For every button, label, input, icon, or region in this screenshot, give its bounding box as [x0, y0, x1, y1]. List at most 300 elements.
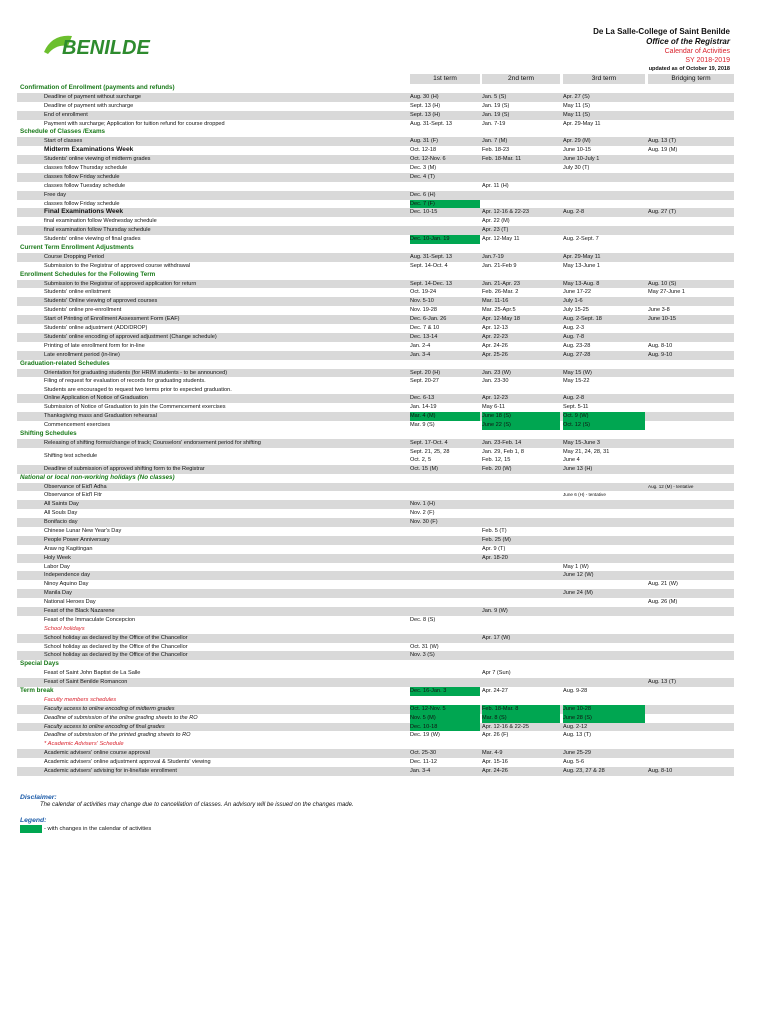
cell-2nd-term: Mar. 8 (S) [482, 714, 560, 723]
cell-1st-term: Oct. 31 (W) [410, 643, 439, 650]
cell-2nd-term: Apr. 12-13 [482, 325, 508, 332]
row-label: Deadline of submission of the online grading sheets to the RO [44, 714, 198, 721]
row-label: Late enrollment period (in-line) [44, 351, 120, 358]
calendar-row [17, 93, 734, 102]
cell-3rd-term: Aug. 5-6 [563, 759, 585, 766]
row-label: Faculty members schedules [44, 696, 117, 703]
cell-3rd-term: May 11 (S) [563, 111, 590, 118]
calendar-row [17, 696, 734, 705]
row-label: Submission of Notice of Graduation to join the Commencement exercises [44, 404, 226, 411]
calendar-row [17, 483, 734, 492]
calendar-row [17, 607, 734, 616]
cell-3rd-term: Apr. 27 (S) [563, 93, 590, 100]
cell-2nd-term: Apr. 11 (H) [482, 182, 509, 189]
cell-2nd-term: Mar. 11-16 [482, 298, 509, 305]
calendar-row [17, 102, 734, 111]
row-label: Releasing of shifting forms/change of track; Counselors' endorsement period for shifting [44, 439, 261, 446]
cell-2nd-term: Feb. 5 (T) [482, 527, 507, 534]
cell-2nd-term: Apr. 12-May 11 [482, 236, 520, 243]
calendar-row [17, 421, 734, 430]
cell-1st-term-line2: Oct. 2, 5 [410, 457, 432, 464]
calendar-row [17, 235, 734, 244]
row-label: Submission to the Registrar of approved course withdrawal [44, 262, 191, 269]
row-label: Midterm Examinations Week [44, 146, 134, 154]
cell-3rd-term: Oct. 12 (S) [563, 421, 645, 430]
cell-1st-term: Dec. 16-Jan. 3 [410, 687, 480, 696]
row-label: Feast of the Black Nazarene [44, 607, 115, 614]
cell-3rd-term: Aug. 2-8 [563, 395, 585, 402]
calendar-row [17, 625, 734, 634]
cell-2nd-term: Feb. 25 (M) [482, 536, 511, 543]
row-label: Labor Day [44, 563, 70, 570]
cell-2nd-term: Feb. 18-Mar. 11 [482, 156, 522, 163]
cell-2nd-term: Feb. 26-Mar. 2 [482, 289, 519, 296]
cell-3rd-term: May 13-June 1 [563, 262, 601, 269]
cell-2nd-term: Jan. 9 (W) [482, 607, 508, 614]
cell-2nd-term: Jan. 7-19 [482, 120, 506, 127]
document-footer [20, 794, 720, 834]
cell-2nd-term: Apr. 23 (T) [482, 227, 509, 234]
cell-2nd-term: Apr. 12-May 18 [482, 316, 520, 323]
cell-3rd-term: May 15 (W) [563, 369, 592, 376]
calendar-row [17, 439, 734, 448]
cell-1st-term: Nov. 5-10 [410, 298, 434, 305]
cell-2nd-term-line2: Feb. 12, 15 [482, 457, 511, 464]
row-label: Feast of the Immaculate Concepcion [44, 616, 136, 623]
section-row [17, 128, 734, 137]
cell-1st-term: Jan. 2-4 [410, 342, 431, 349]
calendar-row [17, 705, 734, 714]
cell-3rd-term: June 10-15 [563, 147, 591, 154]
row-label: Shifting test schedule [44, 452, 98, 459]
row-label: School holiday as declared by the Office of the Chancellor [44, 643, 188, 650]
row-label: National Heroes Day [44, 599, 96, 606]
calendar-row [17, 403, 734, 412]
calendar-row [17, 448, 734, 465]
row-label: classes follow Tuesday schedule [44, 182, 126, 189]
update-date: updated as of October 19, 2018 [648, 66, 730, 72]
cell-1st-term: Oct. 12-18 [410, 147, 437, 154]
cell-1st-term: Nov. 3 (S) [410, 652, 435, 659]
row-label: National or local non-working holidays (No classes) [20, 473, 175, 481]
calendar-row [17, 280, 734, 289]
document-title: Calendar of Activities [664, 48, 730, 55]
cell-2nd-term: May 6-11 [482, 404, 505, 411]
cell-1st-term: Dec. 11-12 [410, 759, 437, 766]
calendar-row [17, 155, 734, 164]
cell-1st-term: Sept. 20 (H) [410, 369, 441, 376]
cell-2nd-term: Apr. 24-27 [482, 688, 508, 694]
cell-2nd-term: Jan. 19 (S) [482, 102, 510, 109]
cell-3rd-term: Aug. 13 (T) [563, 732, 591, 739]
row-label: classes follow Thursday schedule [44, 165, 128, 172]
cell-2nd-term: Mar. 4-9 [482, 750, 503, 757]
row-label: Orientation for graduating students (for HRIM students - to be announced) [44, 369, 228, 376]
cell-2nd-term: June 22 (S) [482, 421, 560, 430]
row-label: Feast of Saint Benilde Romancon [44, 679, 128, 686]
section-row [17, 244, 734, 253]
row-label: Bonifacio day [44, 519, 78, 526]
cell-2nd-term: Jan.7-19 [482, 253, 504, 260]
calendar-row [17, 465, 734, 474]
row-label: Students' online viewing of final grades [44, 236, 141, 243]
cell-3rd-term: June 12 (W) [563, 572, 594, 579]
row-label: End of enrollment [44, 111, 88, 118]
row-label: Current Term Enrollment Adjustments [20, 244, 134, 252]
cell-bridging-term: June 3-8 [648, 307, 670, 314]
calendar-row [17, 324, 734, 333]
cell-1st-term: Dec. 4 (T) [410, 173, 435, 180]
cell-3rd-term: July 15-25 [563, 307, 589, 314]
row-label: Holy Week [44, 554, 71, 561]
row-label: Enrollment Schedules for the Following Term [20, 270, 156, 278]
cell-3rd-term: Aug. 9-28 [563, 688, 588, 694]
section-row [17, 660, 734, 669]
cell-3rd-term: Oct. 9 (W) [563, 412, 645, 421]
cell-1st-term: Nov. 19-28 [410, 307, 437, 314]
row-label: Students' online adjustment (ADD/DROP) [44, 325, 148, 332]
office-name: Office of the Registrar [646, 37, 730, 46]
row-label: Manila Day [44, 590, 72, 597]
cell-bridging-term: Aug. 8-10 [648, 342, 673, 349]
cell-1st-term: Dec. 6-13 [410, 395, 435, 402]
col-3rd-term: 3rd term [563, 74, 645, 84]
section-row [17, 474, 734, 483]
cell-3rd-term: May 15-22 [563, 378, 590, 385]
cell-3rd-term: June 17-22 [563, 289, 591, 296]
row-label-line2: Students are encouraged to request two terms prior to expected graduation. [44, 386, 232, 393]
cell-2nd-term: Apr. 22-23 [482, 333, 508, 340]
cell-3rd-term: June 6 (H) - tentative [563, 492, 606, 498]
calendar-row [17, 563, 734, 572]
cell-3rd-term: June 25-29 [563, 750, 591, 757]
section-row [17, 430, 734, 439]
calendar-row [17, 749, 734, 758]
calendar-row [17, 253, 734, 262]
cell-1st-term: Nov. 5 (M) [410, 714, 480, 723]
calendar-row [17, 616, 734, 625]
cell-3rd-term: Sept. 5-11 [563, 404, 589, 411]
calendar-row [17, 509, 734, 518]
cell-3rd-term: July 30 (T) [563, 165, 590, 172]
calendar-row [17, 377, 734, 394]
calendar-row [17, 137, 734, 146]
col-2nd-term: 2nd term [482, 74, 560, 84]
row-label: classes follow Friday schedule [44, 200, 120, 207]
cell-3rd-term: Aug. 2-Sept. 7 [563, 236, 599, 243]
calendar-row [17, 262, 734, 271]
calendar-row [17, 643, 734, 652]
row-label: * Academic Advisers' Schedule [44, 741, 124, 748]
row-label: Commencement exercises [44, 422, 111, 429]
calendar-row [17, 315, 734, 324]
document-header [0, 0, 768, 72]
calendar-row [17, 182, 734, 191]
cell-1st-term: Nov. 1 (H) [410, 501, 436, 508]
cell-3rd-term: July 1-6 [563, 298, 583, 305]
cell-2nd-term: Feb. 18-23 [482, 147, 510, 154]
cell-1st-term: Sept. 20-27 [410, 378, 439, 385]
calendar-row [17, 518, 734, 527]
calendar-row [17, 678, 734, 687]
row-label: Students' online pre-enrollment [44, 307, 122, 314]
row-label: All Souls Day [44, 510, 78, 517]
calendar-row [17, 571, 734, 580]
cell-2nd-term: Feb. 18-Mar. 8 [482, 705, 560, 714]
calendar-row [17, 217, 734, 226]
cell-2nd-term: Apr. 12-16 & 22-25 [482, 723, 529, 730]
cell-2nd-term: Jan. 19 (S) [482, 111, 510, 118]
row-label: Special Days [20, 660, 59, 668]
calendar-row [17, 634, 734, 643]
cell-bridging-term: Aug. 9-10 [648, 351, 673, 358]
row-label: Deadline of submission of the printed grading sheets to RO [44, 732, 191, 739]
cell-3rd-term-line2: June 4 [563, 457, 580, 464]
cell-1st-term: Oct. 12-Nov. 6 [410, 156, 446, 163]
cell-bridging-term [648, 448, 734, 457]
cell-3rd-term: Apr. 29-May 11 [563, 253, 601, 260]
cell-1st-term: Dec. 3 (M) [410, 165, 437, 172]
section-row [17, 360, 734, 369]
cell-1st-term: Aug. 31-Sept. 13 [410, 120, 452, 127]
col-bridging-term: Bridging term [648, 74, 734, 84]
cell-2nd-term: Apr 7 (Sun) [482, 670, 511, 677]
calendar-row [17, 226, 734, 235]
calendar-row [17, 651, 734, 660]
cell-1st-term: Sept. 13 (H) [410, 111, 441, 118]
logo-text: BENILDE [62, 37, 150, 59]
row-label: All Saints Day [44, 501, 79, 508]
cell-3rd-term: Aug. 27-28 [563, 351, 591, 358]
cell-3rd-term: June 10-July 1 [563, 156, 600, 163]
row-label: Term break [20, 687, 54, 694]
cell-bridging-term: Aug. 13 (T) [648, 138, 676, 145]
row-label: Independence day [44, 572, 91, 579]
calendar-row [17, 342, 734, 351]
cell-2nd-term: Jan. 23-Feb. 14 [482, 439, 522, 446]
calendar-row [17, 589, 734, 598]
calendar-row [17, 527, 734, 536]
cell-2nd-term: Jan. 21-Apr. 23 [482, 280, 520, 287]
cell-3rd-term: Apr. 29-May 11 [563, 120, 601, 127]
row-label: Observance of Eid'l Adha [44, 483, 107, 490]
row-label: final examination follow Wednesday schedule [44, 218, 157, 225]
cell-2nd-term: Mar. 25-Apr.5 [482, 307, 516, 314]
cell-1st-term: Jan. 14-19 [410, 404, 437, 411]
row-label: School holiday as declared by the Office of the Chancellor [44, 652, 188, 659]
calendar-row [17, 767, 734, 776]
calendar-row [17, 288, 734, 297]
legend-swatch [20, 825, 42, 833]
calendar-row [17, 111, 734, 120]
cell-bridging-term: Aug. 13 (T) [648, 679, 676, 686]
cell-2nd-term: Apr. 24-26 [482, 342, 508, 349]
cell-2nd-term: Apr. 12-23 [482, 395, 508, 402]
calendar-table [17, 74, 734, 776]
disclaimer-text: The calendar of activities may change due to cancellation of classes. An advisory will be issued on the changes made. [40, 802, 354, 808]
column-header-row [17, 74, 734, 84]
row-label: Academic advisers' online adjustment approval & Students' viewing [44, 759, 211, 766]
cell-2nd-term: June 18 (S) [482, 412, 560, 421]
cell-1st-term: Dec. 7 & 10 [410, 325, 440, 332]
calendar-row [17, 369, 734, 378]
row-label: Observance of Eid'l Fitr [44, 492, 102, 499]
cell-2nd-term: Apr. 12-16 & 22-23 [482, 209, 529, 216]
calendar-row [17, 306, 734, 315]
calendar-row [17, 554, 734, 563]
cell-3rd-term: Aug. 2-3 [563, 325, 585, 332]
row-label: Students' online encoding of approved adjustment (Change schedule) [44, 333, 217, 340]
row-label: Course Dropping Period [44, 253, 105, 260]
row-label: Payment with surcharge; Application for tuition refund for course dropped [44, 120, 225, 127]
row-label: Students' Online viewing of approved courses [44, 298, 158, 305]
cell-1st-term: Dec. 10-Jan. 19 [410, 235, 480, 244]
row-label: Confirmation of Enrollment (payments and refunds) [20, 84, 175, 91]
calendar-row [17, 120, 734, 129]
calendar-row [17, 173, 734, 182]
calendar-row [17, 669, 734, 678]
cell-1st-term: Aug. 31-Sept. 13 [410, 253, 452, 260]
calendar-row [17, 731, 734, 740]
row-label: classes follow Friday schedule [44, 173, 120, 180]
row-label: School holiday as declared by the Office of the Chancellor [44, 634, 188, 641]
registrar-header [593, 27, 730, 74]
cell-1st-term: Sept. 13 (H) [410, 102, 441, 109]
cell-bridging-term: Aug. 27 (T) [648, 209, 676, 216]
cell-1st-term: Nov. 30 (F) [410, 519, 438, 526]
row-label: final examination follow Thursday schedule [44, 227, 151, 234]
row-label: Free day [44, 191, 67, 198]
cell-1st-term: Oct. 25-30 [410, 750, 437, 757]
col-1st-term: 1st term [410, 74, 480, 84]
cell-bridging-term [648, 377, 734, 386]
cell-1st-term: Oct. 15 (M) [410, 465, 438, 472]
cell-bridging-term: Aug. 12 (M) - tentative [648, 483, 694, 489]
cell-2nd-term: Apr. 18-20 [482, 554, 508, 561]
benilde-logo [42, 30, 160, 60]
cell-3rd-term: May 21, 24, 28, 31 [563, 448, 610, 455]
cell-1st-term: Mar. 9 (S) [410, 422, 435, 429]
cell-1st-term: Sept. 17-Oct. 4 [410, 439, 448, 446]
calendar-row [17, 580, 734, 589]
cell-1st-term: Dec. 7 (F) [410, 200, 480, 209]
cell-bridging-term: May 27-June 1 [648, 289, 686, 296]
section-row [17, 84, 734, 93]
cell-1st-term: Jan. 3-4 [410, 768, 431, 775]
calendar-row [17, 714, 734, 723]
cell-3rd-term: Apr. 29 (M) [563, 138, 591, 145]
row-label: Printing of late enrollment form for in-line [44, 342, 145, 349]
cell-1st-term: Nov. 2 (F) [410, 510, 435, 517]
row-label: Chinese Lunar New Year's Day [44, 527, 122, 534]
row-label: Submission to the Registrar of approved application for return [44, 280, 197, 287]
row-label: Faculty access to online encoding of midterm grades [44, 705, 175, 712]
row-label: Start of classes [44, 138, 83, 145]
cell-bridging-term: June 10-15 [648, 316, 676, 323]
cell-bridging-term: Aug. 19 (M) [648, 147, 678, 154]
calendar-row [17, 545, 734, 554]
row-label: Academic advisers' online course approval [44, 750, 150, 757]
cell-1st-term: Dec. 8 (S) [410, 616, 436, 623]
section-row [17, 271, 734, 280]
cell-bridging-term: Aug. 8-10 [648, 768, 673, 775]
cell-1st-term: Dec. 6 (H) [410, 191, 436, 198]
row-label: People Power Anniversary [44, 536, 110, 543]
row-label: Araw ng Kagitingan [44, 545, 93, 552]
cell-3rd-term: Aug. 2-8 [563, 209, 585, 216]
cell-bridging-term: Aug. 26 (M) [648, 599, 678, 606]
cell-3rd-term: June 13 (H) [563, 465, 593, 472]
calendar-row [17, 536, 734, 545]
cell-1st-term: Dec. 6-Jan. 26 [410, 316, 447, 323]
calendar-row [17, 412, 734, 421]
cell-2nd-term: Jan. 7 (M) [482, 138, 508, 145]
cell-2nd-term: Jan. 5 (S) [482, 93, 507, 100]
cell-1st-term: Dec. 10-18 [410, 723, 480, 732]
cell-1st-term: Sept. 21, 25, 28 [410, 448, 450, 455]
calendar-row [17, 200, 734, 209]
calendar-row [17, 191, 734, 200]
cell-3rd-term: Aug. 23-28 [563, 342, 591, 349]
cell-1st-term: Aug. 31 (F) [410, 138, 438, 145]
calendar-row [17, 333, 734, 342]
cell-2nd-term: Jan. 21-Feb 9 [482, 262, 517, 269]
cell-1st-term: Dec. 10-15 [410, 209, 438, 216]
calendar-row [17, 758, 734, 767]
cell-1st-term: Mar. 4 (M) [410, 412, 480, 421]
calendar-row [17, 297, 734, 306]
row-label: Feast of Saint John Baptist de La Salle [44, 670, 141, 677]
row-label: Graduation-related Schedules [20, 359, 110, 367]
row-label: Ninoy Aquino Day [44, 581, 89, 588]
row-label: Deadline of payment with surcharge [44, 102, 134, 109]
calendar-row [17, 740, 734, 749]
cell-3rd-term: June 28 (S) [563, 714, 645, 723]
cell-2nd-term: Apr. 15-16 [482, 759, 508, 766]
row-label: Deadline of submission of approved shifting form to the Registrar [44, 465, 205, 472]
calendar-row [17, 491, 734, 500]
cell-2nd-term: Apr. 26 (F) [482, 732, 509, 739]
cell-3rd-term: June 24 (M) [563, 590, 593, 597]
cell-2nd-term: Apr. 17 (W) [482, 634, 511, 641]
cell-1st-term: Dec. 13-14 [410, 333, 438, 340]
calendar-row [17, 351, 734, 360]
cell-2nd-term: Jan. 23 (W) [482, 369, 511, 376]
school-year: SY 2018-2019 [685, 57, 730, 64]
cell-1st-term: Sept. 14-Oct. 4 [410, 262, 448, 269]
cell-bridging-term: Aug. 21 (W) [648, 581, 678, 588]
cell-bridging-term: Aug. 10 (S) [648, 280, 677, 287]
cell-1st-term: Dec. 19 (W) [410, 732, 440, 739]
calendar-row [17, 164, 734, 173]
section-row [17, 687, 734, 696]
calendar-row [17, 500, 734, 509]
row-label: Academic advisers' advising for in-line/late enrollment [44, 768, 177, 775]
cell-2nd-term: Jan. 29, Feb 1, 8 [482, 448, 524, 455]
cell-3rd-term: May 1 (W) [563, 563, 589, 570]
calendar-row [17, 723, 734, 732]
row-label: Deadline of payment without surcharge [44, 93, 142, 100]
cell-3rd-term: Aug. 2-Sept. 18 [563, 316, 602, 323]
row-label: Schedule of Classes /Exams [20, 128, 106, 136]
cell-3rd-term: May 13-Aug. 8 [563, 280, 600, 287]
cell-bridging-term-line2 [648, 456, 734, 465]
cell-2nd-term: Apr. 9 (T) [482, 545, 506, 552]
calendar-row [17, 394, 734, 403]
cell-3rd-term: May 11 (S) [563, 102, 590, 109]
row-label: Thanksgiving mass and Graduation rehearsal [44, 413, 157, 420]
row-label: Faculty access to online encoding of final grades [44, 723, 165, 730]
